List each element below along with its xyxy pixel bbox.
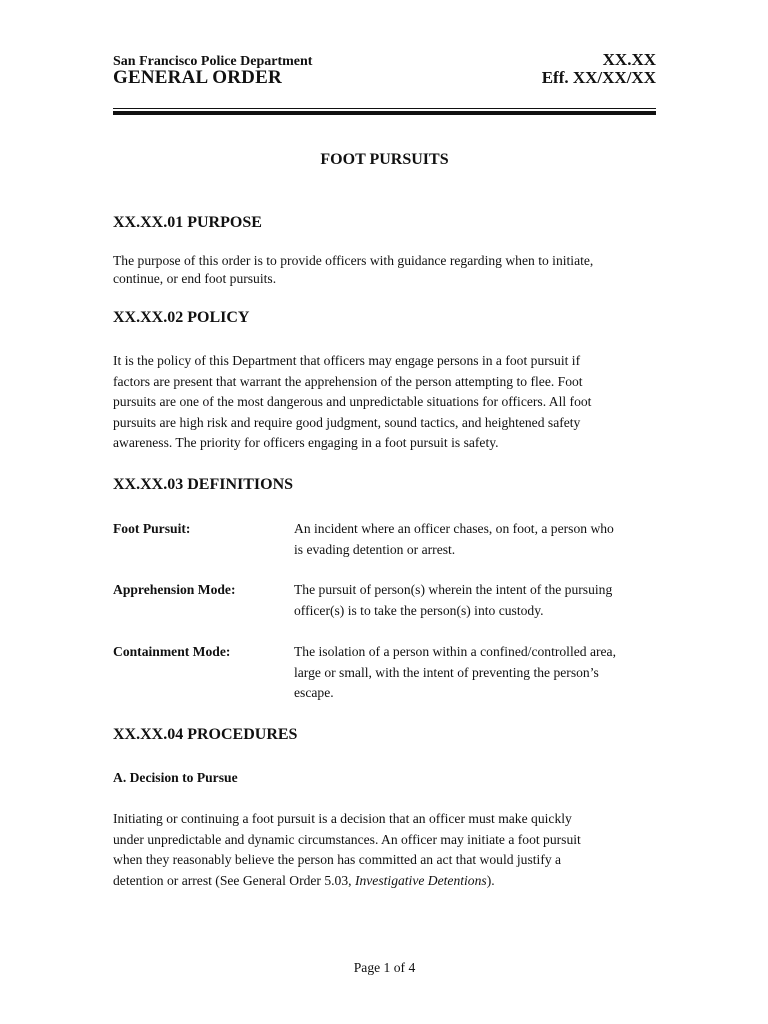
definition-term: Containment Mode: [113, 644, 231, 659]
policy-line: It is the policy of this Department that officers may engage persons in a foot pursuit if [113, 353, 581, 368]
procedures-line-text: ). [486, 872, 495, 888]
general-order-reference: Investigative Detentions [354, 872, 487, 888]
definition-text [294, 580, 656, 621]
policy-heading: XX.XX.02 POLICY [113, 309, 250, 326]
policy-line: awareness. The priority for officers engaging in a foot pursuit is safety. [113, 435, 499, 451]
definition-line: An incident where an officer chases, on foot, a person who [294, 521, 614, 536]
department-name: San Francisco Police Department [113, 54, 313, 69]
procedures-line: under unpredictable and dynamic circumstances. An officer may initiate a foot pursuit [113, 831, 581, 847]
procedures-line: Initiating or continuing a foot pursuit is a decision that an officer must make quickly [113, 811, 572, 826]
procedures-paragraph [113, 809, 656, 891]
definition-line: The pursuit of person(s) wherein the intent of the pursuing [294, 582, 613, 597]
definition-line: escape. [294, 685, 334, 701]
definition-line: The isolation of a person within a confined/controlled area, [294, 644, 616, 659]
purpose-line: The purpose of this order is to provide officers with guidance regarding when to initiate, [113, 253, 594, 268]
policy-line: pursuits are one of the most dangerous and unpredictable situations for officers. All foot [113, 394, 592, 410]
purpose-heading: XX.XX.01 PURPOSE [113, 214, 262, 231]
procedures-line-text: detention or arrest (See General Order 5.03, [113, 872, 355, 888]
header-rule-thick [113, 111, 656, 115]
document-page [113, 0, 656, 1024]
page-number: Page 1 of 4 [353, 960, 416, 975]
policy-paragraph [113, 351, 656, 454]
procedures-line: when they reasonably believe the person has committed an act that would justify a [113, 852, 562, 868]
definition-line: is evading detention or arrest. [294, 541, 456, 557]
document-title: FOOT PURSUITS [320, 151, 449, 168]
procedures-line [113, 871, 656, 892]
definitions-heading: XX.XX.03 DEFINITIONS [113, 476, 294, 493]
header-rule-thin [113, 108, 656, 109]
effective-date: Eff. XX/XX/XX [541, 68, 656, 87]
procedures-subheading: A. Decision to Pursue [113, 770, 238, 785]
definition-line: officer(s) is to take the person(s) into custody. [294, 602, 544, 618]
document-type: GENERAL ORDER [113, 67, 282, 88]
definition-line: large or small, with the intent of preventing the person’s [294, 664, 599, 680]
definition-term: Apprehension Mode: [113, 582, 236, 597]
procedures-heading: XX.XX.04 PROCEDURES [113, 726, 298, 743]
order-number: XX.XX [602, 50, 656, 69]
header-bottom-row [113, 67, 656, 89]
definition-text [294, 519, 656, 560]
definition-term: Foot Pursuit: [113, 521, 191, 536]
definition-text [294, 642, 656, 704]
policy-line: pursuits are high risk and require good judgment, sound tactics, and heightened safety [113, 414, 581, 430]
purpose-line: continue, or end foot pursuits. [113, 271, 277, 286]
policy-line: factors are present that warrant the apprehension of the person attempting to flee. Foot [113, 373, 583, 389]
purpose-paragraph [113, 252, 656, 288]
